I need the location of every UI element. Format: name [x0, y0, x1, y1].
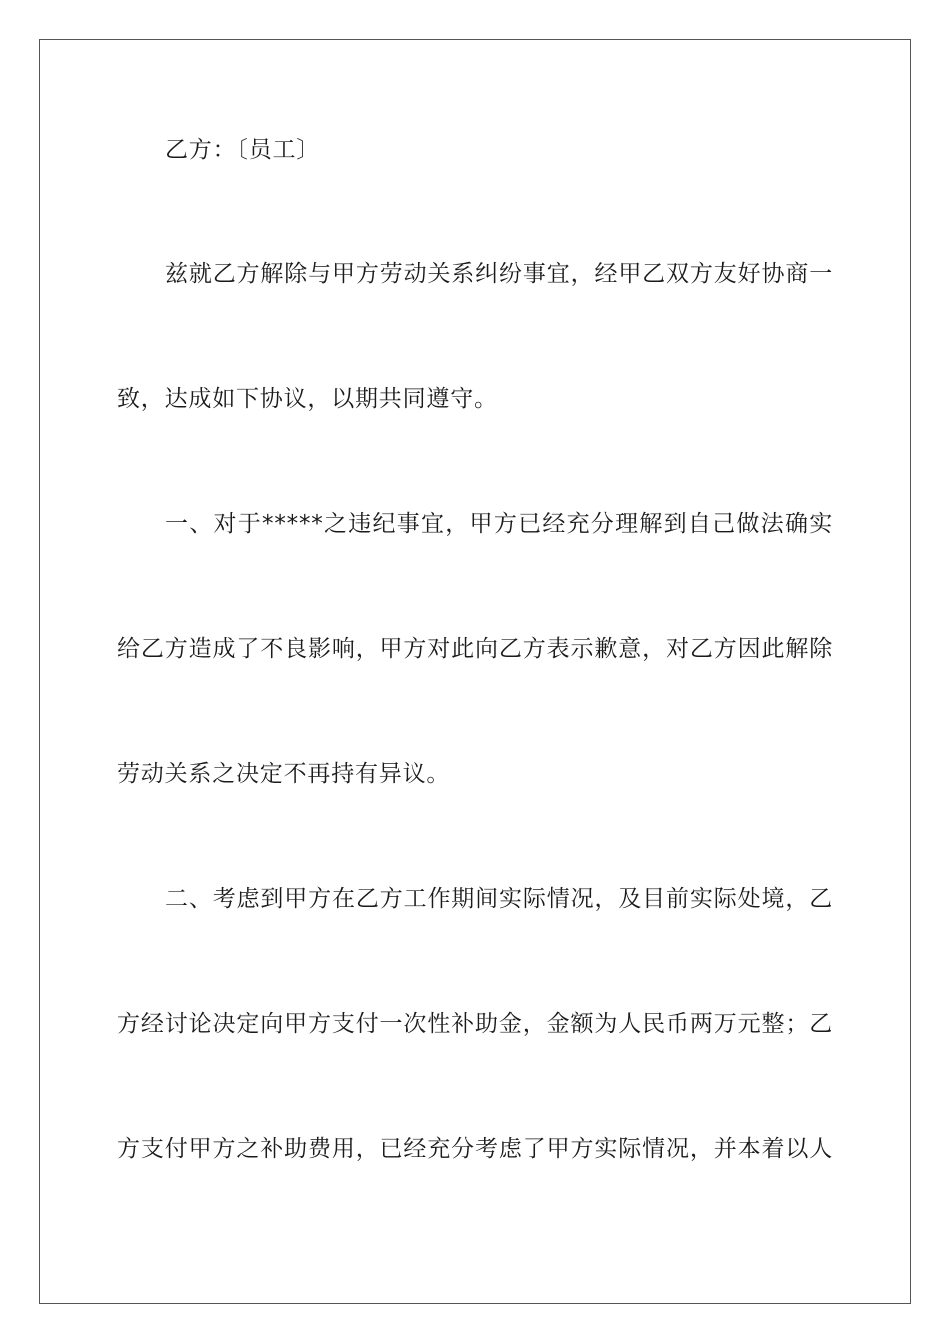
clause-two-line-3: 方支付甲方之补助费用，已经充分考虑了甲方实际情况，并本着以人 — [117, 1136, 833, 1162]
page-frame — [39, 39, 911, 1304]
party-b-line: 乙方：〔员工〕 — [165, 137, 321, 163]
intro-paragraph-line-1: 兹就乙方解除与甲方劳动关系纠纷事宜，经甲乙双方友好协商一 — [165, 261, 833, 287]
clause-one-line-2: 给乙方造成了不良影响，甲方对此向乙方表示歉意，对乙方因此解除 — [117, 636, 833, 662]
clause-one-line-1: 一、对于*****之违纪事宜，甲方已经充分理解到自己做法确实 — [165, 511, 833, 537]
intro-paragraph-line-2: 致，达成如下协议，以期共同遵守。 — [117, 386, 498, 412]
clause-one-line-3: 劳动关系之决定不再持有异议。 — [117, 761, 451, 787]
clause-two-line-2: 方经讨论决定向甲方支付一次性补助金，金额为人民币两万元整；乙 — [117, 1011, 833, 1037]
clause-two-line-1: 二、考虑到甲方在乙方工作期间实际情况，及目前实际处境，乙 — [165, 886, 833, 912]
